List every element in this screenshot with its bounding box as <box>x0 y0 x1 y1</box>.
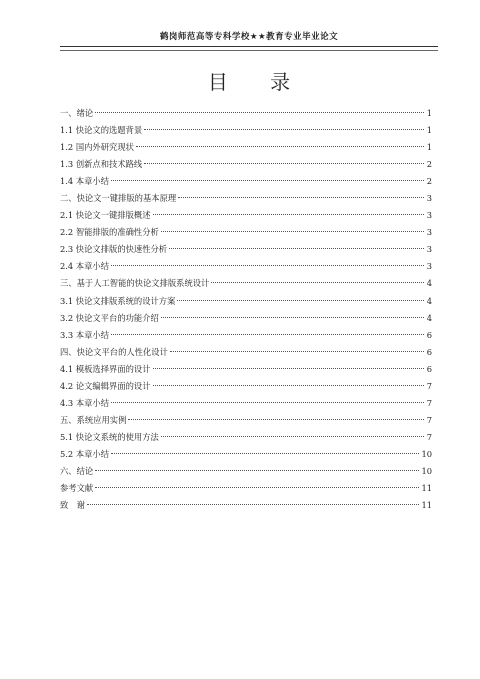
toc-entry-label: 五、系统应用实例 <box>60 414 127 425</box>
toc-entry-page-number: 7 <box>426 397 432 408</box>
toc-entry[interactable] <box>60 156 432 173</box>
toc-entry[interactable] <box>60 412 432 429</box>
toc-entry[interactable] <box>60 105 432 122</box>
dot-leader <box>161 231 424 232</box>
toc-entry-page-number: 2 <box>426 159 432 170</box>
dot-leader <box>95 470 419 471</box>
toc-entry-label: 5.1 快论文系统的使用方法 <box>60 431 159 442</box>
dot-leader <box>111 402 424 403</box>
toc-entry[interactable] <box>60 378 432 395</box>
dot-leader <box>111 334 424 335</box>
toc-entry-page-number: 4 <box>426 295 432 306</box>
dot-leader <box>169 248 424 249</box>
toc-entry-label: 2.2 智能排版的准确性分析 <box>60 227 159 238</box>
toc-entry[interactable] <box>60 480 432 497</box>
toc-entry-page-number: 4 <box>426 278 432 289</box>
dot-leader <box>87 504 420 505</box>
toc-entry-label: 三、基于人工智能的快论文排版系统设计 <box>60 278 210 289</box>
running-header: 鹤岗师范高等专科学校★★教育专业毕业论文 <box>60 30 438 47</box>
toc-entry-label: 3.3 本章小结 <box>60 329 110 340</box>
toc-entry-page-number: 3 <box>426 210 432 221</box>
dot-leader <box>95 112 424 113</box>
toc-entry-page-number: 10 <box>421 448 432 459</box>
dot-leader <box>95 487 419 488</box>
toc-entry-page-number: 3 <box>426 261 432 272</box>
toc-entry-page-number: 6 <box>426 329 432 340</box>
table-of-contents <box>60 105 432 514</box>
toc-entry-page-number: 7 <box>426 414 432 425</box>
toc-entry-label: 3.1 快论文排版系统的设计方案 <box>60 295 176 306</box>
dot-leader <box>153 214 424 215</box>
dot-leader <box>211 282 424 283</box>
dot-leader <box>111 180 424 181</box>
header-rule <box>60 50 438 51</box>
toc-entry[interactable] <box>60 344 432 361</box>
toc-entry-page-number: 3 <box>426 227 432 238</box>
toc-entry-label: 1.3 创新点和技术路线 <box>60 159 143 170</box>
toc-entry[interactable] <box>60 207 432 224</box>
toc-entry-page-number: 1 <box>426 142 432 153</box>
toc-entry[interactable] <box>60 139 432 156</box>
toc-entry-label: 四、快论文平台的人性化设计 <box>60 346 168 357</box>
toc-entry-page-number: 10 <box>421 465 432 476</box>
toc-entry-page-number: 1 <box>426 108 432 118</box>
toc-entry-label: 5.2 本章小结 <box>60 448 110 459</box>
toc-entry[interactable] <box>60 275 432 292</box>
dot-leader <box>136 146 424 147</box>
toc-entry[interactable] <box>60 310 432 327</box>
dot-leader <box>153 368 424 369</box>
toc-entry-page-number: 4 <box>426 312 432 323</box>
toc-entry[interactable] <box>60 497 432 514</box>
toc-entry[interactable] <box>60 327 432 344</box>
dot-leader <box>178 197 424 198</box>
dot-leader <box>111 453 419 454</box>
toc-entry-page-number: 3 <box>426 193 432 204</box>
toc-entry[interactable] <box>60 293 432 310</box>
toc-entry-page-number: 3 <box>426 244 432 255</box>
toc-entry-label: 一、绪论 <box>60 108 94 118</box>
toc-entry-label: 2.4 本章小结 <box>60 261 110 272</box>
toc-entry[interactable] <box>60 173 432 190</box>
toc-entry[interactable] <box>60 122 432 139</box>
dot-leader <box>144 163 424 164</box>
toc-entry-label: 1.1 快论文的选题背景 <box>60 125 143 136</box>
toc-entry[interactable] <box>60 395 432 412</box>
toc-entry-label: 二、快论文一键排版的基本原理 <box>60 193 177 204</box>
toc-entry[interactable] <box>60 190 432 207</box>
toc-entry-page-number: 11 <box>421 500 432 511</box>
toc-entry-page-number: 11 <box>421 483 432 494</box>
toc-entry[interactable] <box>60 446 432 463</box>
dot-leader <box>161 317 424 318</box>
toc-entry-label: 参考文献 <box>60 483 94 494</box>
toc-entry[interactable] <box>60 361 432 378</box>
toc-entry-label: 2.1 快论文一键排版概述 <box>60 210 151 221</box>
dot-leader <box>177 300 424 301</box>
toc-title: 目 录 <box>207 70 309 94</box>
toc-entry-label: 4.1 模板选择界面的设计 <box>60 363 151 374</box>
toc-entry-page-number: 1 <box>426 125 432 136</box>
toc-entry-page-number: 7 <box>426 431 432 442</box>
toc-entry[interactable] <box>60 429 432 446</box>
toc-entry-page-number: 7 <box>426 380 432 391</box>
toc-entry-label: 致 谢 <box>60 500 85 511</box>
toc-entry-page-number: 6 <box>426 363 432 374</box>
toc-entry-label: 2.3 快论文排版的快速性分析 <box>60 244 168 255</box>
dot-leader <box>128 419 424 420</box>
toc-entry-page-number: 2 <box>426 176 432 187</box>
toc-entry[interactable] <box>60 258 432 275</box>
toc-entry-label: 4.3 本章小结 <box>60 397 110 408</box>
dot-leader <box>161 436 424 437</box>
toc-entry-label: 1.4 本章小结 <box>60 176 110 187</box>
dot-leader <box>111 265 424 266</box>
toc-entry-page-number: 6 <box>426 346 432 357</box>
toc-entry-label: 4.2 论文编辑界面的设计 <box>60 380 151 391</box>
toc-entry-label: 3.2 快论文平台的功能介绍 <box>60 312 159 323</box>
toc-entry-label: 六、结论 <box>60 465 94 476</box>
dot-leader <box>153 385 424 386</box>
dot-leader <box>144 129 424 130</box>
toc-entry-label: 1.2 国内外研究现状 <box>60 142 134 153</box>
toc-entry[interactable] <box>60 241 432 258</box>
toc-entry[interactable] <box>60 463 432 480</box>
toc-entry[interactable] <box>60 224 432 241</box>
dot-leader <box>170 351 424 352</box>
